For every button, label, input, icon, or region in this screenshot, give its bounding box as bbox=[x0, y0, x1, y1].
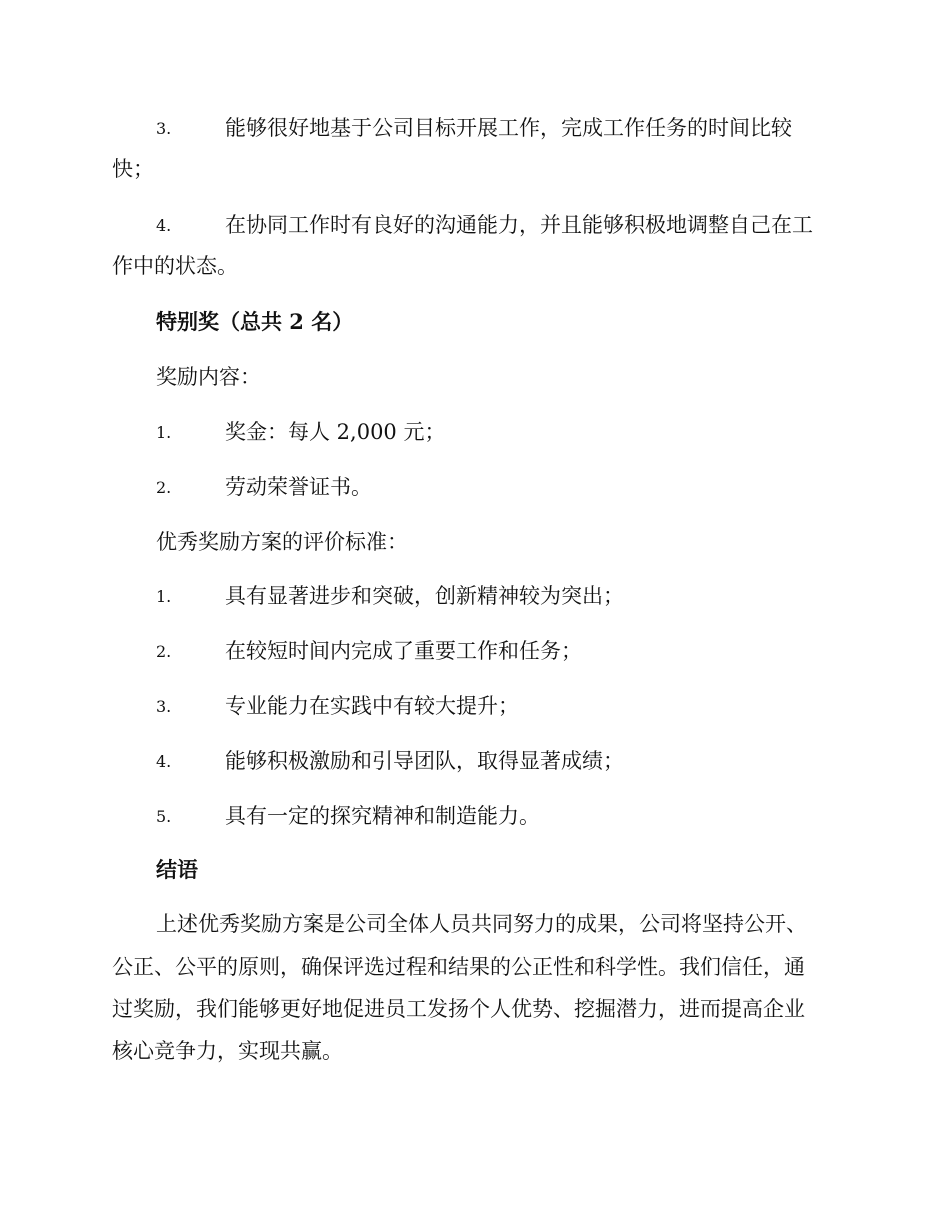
list-item-text: 具有一定的探究精神和制造能力。 bbox=[225, 804, 540, 828]
list-item-text: 能够积极激励和引导团队，取得显著成绩； bbox=[225, 749, 624, 773]
conclusion-paragraph-line: 上述优秀奖励方案是公司全体人员共同努力的成果，公司将坚持公开、 bbox=[156, 912, 807, 936]
list-item-number: 1. bbox=[156, 423, 172, 442]
conclusion-paragraph-line: 公正、公平的原则，确保评选过程和结果的公正性和科学性。我们信任，通 bbox=[112, 955, 805, 979]
list-item-text-continuation: 快； bbox=[112, 157, 154, 181]
list-item-number: 4. bbox=[156, 752, 172, 771]
conclusion-paragraph-line: 核心竞争力，实现共赢。 bbox=[112, 1039, 343, 1063]
list-item-number: 2. bbox=[156, 478, 172, 497]
list-item-text: 在较短时间内完成了重要工作和任务； bbox=[225, 639, 582, 663]
list-item-text: 专业能力在实践中有较大提升； bbox=[225, 694, 519, 718]
conclusion-paragraph-line: 过奖励，我们能够更好地促进员工发扬个人优势、挖掘潜力，进而提高企业 bbox=[112, 997, 805, 1021]
list-item-text: 劳动荣誉证书。 bbox=[225, 475, 372, 499]
list-item-number: 5. bbox=[156, 807, 172, 826]
criteria-label: 优秀奖励方案的评价标准： bbox=[156, 530, 408, 554]
list-item-text: 在协同工作时有良好的沟通能力，并且能够积极地调整自己在工 bbox=[225, 213, 813, 237]
list-item-number: 3. bbox=[156, 119, 172, 138]
list-item-text-continuation: 作中的状态。 bbox=[112, 254, 238, 278]
list-item-text: 奖金：每人 2,000 元； bbox=[225, 420, 446, 444]
reward-content-label: 奖励内容： bbox=[156, 365, 261, 389]
list-item-number: 4. bbox=[156, 216, 172, 235]
section-heading-special-award: 特别奖（总共 2 名） bbox=[156, 309, 354, 334]
list-item-text: 能够很好地基于公司目标开展工作，完成工作任务的时间比较 bbox=[225, 116, 792, 140]
list-item-number: 2. bbox=[156, 642, 172, 661]
list-item-number: 1. bbox=[156, 587, 172, 606]
list-item-text: 具有显著进步和突破，创新精神较为突出； bbox=[225, 584, 624, 608]
list-item-number: 3. bbox=[156, 697, 172, 716]
section-heading-conclusion: 结语 bbox=[156, 857, 198, 882]
